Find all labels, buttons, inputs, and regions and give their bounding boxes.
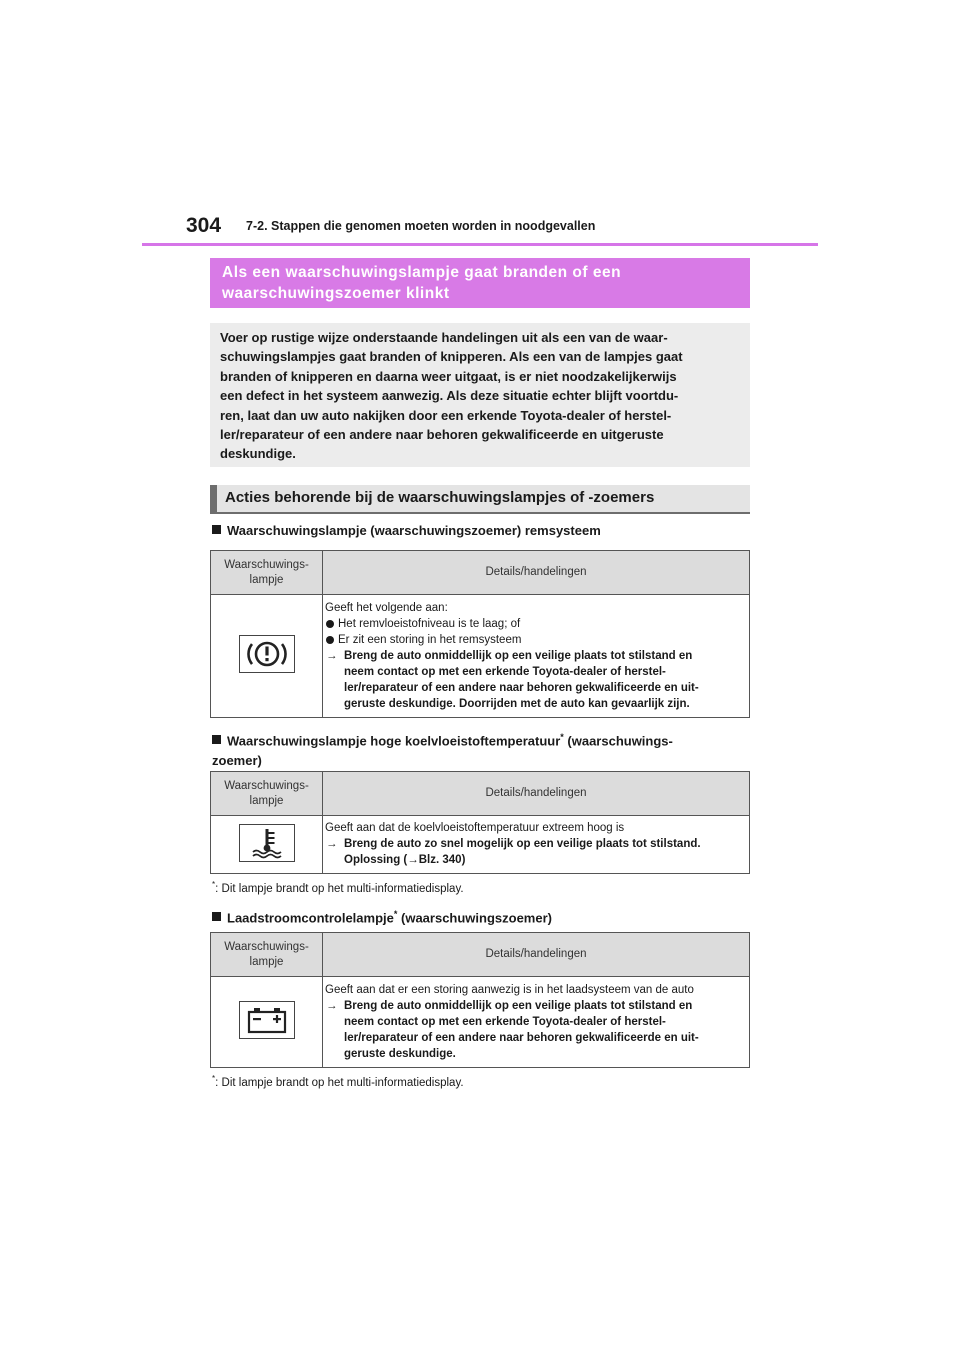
coolant-action <box>325 836 743 868</box>
chapter-title: 7-2. Stappen die genomen moeten worden in noodgevallen <box>246 219 596 233</box>
action-line: ler/reparateur of een andere naar behoren gekwalificeerde en uit- <box>344 1031 699 1044</box>
intro-line: Voer op rustige wijze onderstaande handelingen uit als een van de waar- <box>220 330 668 345</box>
action-line: neem contact op met een erkende Toyota-dealer of herstel- <box>344 665 666 678</box>
square-bullet-icon <box>212 525 221 534</box>
action-line-prefix: Oplossing ( <box>344 854 408 866</box>
arrow-icon: → <box>407 854 419 866</box>
col-header-lamp <box>211 933 323 977</box>
brake-intro: Geeft het volgende aan: <box>325 601 448 614</box>
page-reference: Blz. 340) <box>418 854 466 866</box>
col-header-lamp-line2: lampje <box>249 794 284 807</box>
coolant-intro: Geeft aan dat de koelvloeistoftemperatuur extreem hoog is <box>325 822 625 834</box>
coolant-title: Waarschuwingslampje hoge koelvloeistoftemperatuur <box>227 733 561 749</box>
brake-subhead <box>212 521 601 541</box>
action-line: geruste deskundige. <box>344 1047 456 1060</box>
footnote-marker: * <box>212 1074 216 1083</box>
list-item <box>325 632 743 648</box>
col-header-details: Details/handelingen <box>323 933 750 977</box>
brake-icon-cell <box>211 595 323 718</box>
coolant-subhead <box>212 727 673 771</box>
intro-box <box>210 323 750 467</box>
intro-line: deskundige. <box>220 446 296 462</box>
col-header-lamp-line2: lampje <box>249 955 284 968</box>
brake-warning-icon <box>239 635 295 673</box>
charge-table <box>210 932 750 1068</box>
charge-subhead <box>212 904 552 928</box>
footnote-text: : Dit lampje brandt op het multi-informatiedisplay. <box>215 882 464 895</box>
action-line: Breng de auto onmiddellijk op een veilige plaats tot stilstand en <box>344 649 693 662</box>
table-header-row <box>211 551 750 595</box>
header-rule <box>142 243 818 246</box>
col-header-lamp-line1: Waarschuwings- <box>224 558 309 571</box>
action-line: neem contact op met een erkende Toyota-dealer of herstel- <box>344 1015 666 1028</box>
table-header-row <box>211 933 750 977</box>
col-header-lamp <box>211 551 323 595</box>
action-line: Breng de auto zo snel mogelijk op een veilige plaats tot stilstand. <box>344 838 701 850</box>
action-line: Breng de auto onmiddellijk op een veilige plaats tot stilstand en <box>344 999 693 1012</box>
charge-action <box>325 998 743 1062</box>
footnote-text: : Dit lampje brandt op het multi-informatiedisplay. <box>215 1076 464 1089</box>
charge-details <box>323 977 750 1068</box>
table-row <box>211 595 750 718</box>
footnote-marker: * <box>560 732 564 742</box>
intro-line: ren, laat dan uw auto nakijken door een erkende Toyota-dealer of herstel- <box>220 407 672 423</box>
list-item <box>325 616 743 632</box>
intro-line: ler/reparateur of een andere naar behoren gekwalificeerde en uitgeruste <box>220 427 664 443</box>
bullet-icon <box>326 636 334 644</box>
action-line: geruste deskundige. Doorrijden met de auto kan gevaarlijk zijn. <box>344 697 690 710</box>
arrow-icon: → <box>326 649 338 662</box>
charge-intro: Geeft aan dat er een storing aanwezig is in het laadsysteem van de auto <box>325 983 694 996</box>
charge-title-suffix: (waarschuwingszoemer) <box>397 910 552 926</box>
banner-line: Als een waarschuwingslampje gaat branden of een <box>222 264 622 281</box>
action-line: ler/reparateur of een andere naar behoren gekwalificeerde en uit- <box>344 681 699 694</box>
coolant-details <box>323 816 750 874</box>
col-header-lamp <box>211 772 323 816</box>
bullet-icon <box>326 620 334 628</box>
charge-title: Laadstroomcontrolelampje <box>227 910 394 926</box>
col-header-details: Details/handelingen <box>323 551 750 595</box>
square-bullet-icon <box>212 735 221 744</box>
banner-line: waarschuwingszoemer klinkt <box>222 285 450 302</box>
brake-title: Waarschuwingslampje (waarschuwingszoemer) remsysteem <box>227 523 601 538</box>
intro-line: schuwingslampjes gaat branden of knipperen. Als een van de lampjes gaat <box>220 349 683 365</box>
bullet-text: Er zit een storing in het remsysteem <box>338 633 522 646</box>
charge-icon-cell <box>211 977 323 1068</box>
footnote-marker: * <box>212 880 216 889</box>
brake-details <box>323 595 750 718</box>
col-header-details: Details/handelingen <box>323 772 750 816</box>
square-bullet-icon <box>212 912 221 921</box>
action-line <box>344 852 743 868</box>
arrow-icon: → <box>326 999 338 1012</box>
charge-footnote <box>212 1074 464 1089</box>
coolant-temperature-icon <box>239 824 295 862</box>
battery-charge-icon <box>239 1001 295 1039</box>
col-header-lamp-line2: lampje <box>249 573 284 586</box>
coolant-title-line2: zoemer) <box>212 753 262 769</box>
pink-banner <box>210 258 750 308</box>
col-header-lamp-line1: Waarschuwings- <box>224 779 309 792</box>
col-header-lamp-line1: Waarschuwings- <box>224 940 309 953</box>
brake-table <box>210 550 750 718</box>
coolant-table <box>210 771 750 874</box>
coolant-title-suffix: (waarschuwings- <box>563 733 673 749</box>
section-header: Acties behorende bij de waarschuwingslampjes of -zoemers <box>210 485 750 514</box>
brake-action <box>325 648 743 712</box>
intro-line: een defect in het systeem aanwezig. Als deze situatie echter blijft voortdu- <box>220 388 679 404</box>
intro-line: branden of knipperen en daarna weer uitgaat, is er niet noodzakelijkerwijs <box>220 368 677 384</box>
table-row <box>211 977 750 1068</box>
page-number: 304 <box>186 214 222 237</box>
table-header-row <box>211 772 750 816</box>
footnote-marker: * <box>393 909 398 919</box>
bullet-text: Het remvloeistofniveau is te laag; of <box>338 617 521 630</box>
table-row <box>211 816 750 874</box>
coolant-icon-cell <box>211 816 323 874</box>
coolant-footnote <box>212 880 464 895</box>
arrow-icon: → <box>326 838 338 850</box>
